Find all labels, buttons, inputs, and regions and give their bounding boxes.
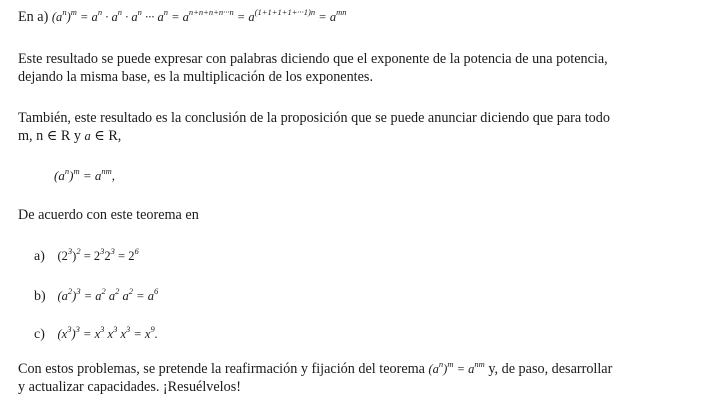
- prefix-text: En a): [18, 9, 52, 25]
- power-of-power-expansion: $(a^n)^m = a^n \cdot a^n \cdot a^n$ ··· $a^n = a^{n+n+n+n\cdot\cdot\cdot n} = a^{(1+1+1+1+\cdot\cdot\cdot 1)n} = a^{mn}$: [51, 6, 347, 24]
- paragraph-2-line-2: dejando la misma base, es la multiplicación de los exponentes.: [18, 69, 373, 85]
- example-c: c) $(x^3)^3 = x^3$ $x^3$ $x^3 = x^9$.: [34, 323, 158, 342]
- paragraph-3-line-2: m, n ∈ R y a ∈ R,: [18, 128, 122, 144]
- closing-line-2: y actualizar capacidades. ¡Resuélvelos!: [18, 379, 241, 395]
- equation-line: [18, 8, 346, 26]
- theorem-formula: $(a^n)^m = a^{nm}$,: [54, 165, 115, 183]
- closing-line-1: Con estos problemas, se pretende la reafirmación y fijación del teorema $(a^n)^m = a^{nm}$ y, de paso, desarrollar: [18, 358, 613, 377]
- example-b: b) $(a^2)^3 = a^2$ $a^2$ $a^2 = a^6$: [34, 285, 159, 304]
- example-a: a) $(2^3)^2 = 2^32^3 = 2^6$: [34, 245, 139, 264]
- paragraph-3-line-1: También, este resultado es la conclusión de la proposición que se puede anunciar diciendo que para todo: [18, 110, 610, 126]
- paragraph-2-line-1: Este resultado se puede expresar con palabras diciendo que el exponente de la potencia de una potencia,: [18, 51, 608, 67]
- examples-intro: De acuerdo con este teorema en: [18, 207, 199, 223]
